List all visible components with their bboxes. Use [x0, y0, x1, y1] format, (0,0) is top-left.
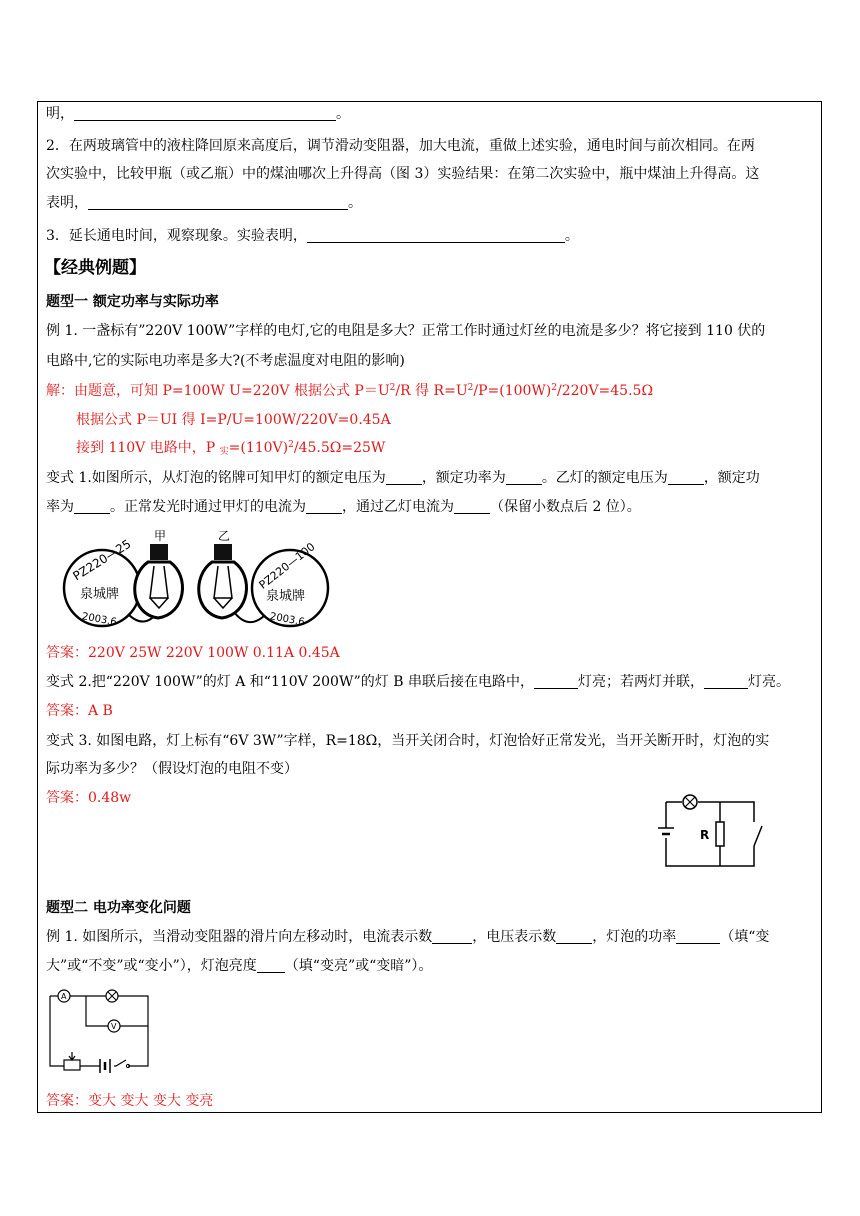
fill-blank[interactable]	[556, 928, 592, 944]
fill-blank[interactable]	[74, 498, 110, 514]
answer-3: 答案：0.48w	[46, 790, 132, 806]
circuit-diagram-2	[44, 986, 156, 1072]
fill-blank[interactable]	[306, 498, 342, 514]
fill-blank[interactable]	[257, 957, 285, 973]
type2-example-line: 大”或“不变”或“变小”），灯泡亮度 （填“变亮”或“变暗”）。	[46, 958, 433, 974]
example-1-line: 例 1. 一盏标有”220V 100W”字样的电灯,它的电阻是多大？正常工作时通过灯丝的电流是多少？将它接到 110 伏的	[46, 323, 766, 339]
example-1-line: 电路中,它的实际电功率是多大?(不考虑温度对电阻的影响)	[46, 353, 405, 369]
solution-line: 解：由题意，可知 P=100W U=220V 根据公式 $P=U^2/R$ 得 $R=U^2/P=(100W)^2/220V=45.5\Omega$	[46, 383, 654, 399]
text-line: 次实验中，比较甲瓶（或乙瓶）中的煤油哪次上升得高（图 3）实验结果：在第二次实验中，瓶中煤油上升得高。这	[46, 166, 760, 182]
bulb-jia-base-icon	[150, 544, 168, 560]
fill-blank[interactable]	[74, 105, 336, 121]
text-line: 明， 。	[46, 106, 350, 122]
bulb-jia-date: 2003.6	[81, 611, 118, 629]
bulb-jia-model: PZ220—25	[70, 536, 134, 584]
solution-line: 接到 110V 电路中，P $_实=(110V)^2/45.5\Omega=25W$	[76, 440, 386, 457]
answer-1: 答案：220V 25W 220V 100W 0.11A 0.45A	[46, 645, 340, 661]
fill-blank[interactable]	[506, 469, 542, 485]
bulb-jia-label: 甲	[154, 529, 167, 543]
bulb-yi-base-icon	[214, 544, 232, 560]
section-heading: 【经典例题】	[44, 258, 146, 278]
fill-blank[interactable]	[386, 469, 422, 485]
variant-3-line: 变式 3. 如图电路，灯上标有“6V 3W”字样，R=18Ω，当开关闭合时，灯泡恰好正常发光，当开关断开时，灯泡的实	[46, 733, 770, 749]
text-line: 3．延长通电时间，观察现象。实验表明， 。	[46, 228, 579, 244]
circuit-diagram-1	[652, 794, 770, 870]
bulb-nameplate-figure	[58, 526, 338, 638]
variant-2-line: 变式 2.把“220V 100W”的灯 A 和“110V 200W”的灯 B 串联后接在电路中， 灯亮；若两灯并联， 灯亮。	[46, 674, 790, 690]
type2-example-line: 例 1. 如图所示，当滑动变阻器的滑片向左移动时，电流表示数 ，电压表示数 ，灯泡的功率 （填“变	[46, 929, 770, 945]
ammeter-label: A	[61, 992, 67, 1001]
bulb-yi-model: PZ220—100	[256, 540, 318, 592]
type2-title: 题型二 电功率变化问题	[46, 900, 191, 916]
text-line: 2．在两玻璃管中的液柱降回原来高度后，调节滑动变阻器，加大电流，重做上述实验，通电时间与前次相同。在两	[46, 138, 755, 154]
fill-blank[interactable]	[454, 498, 490, 514]
variant-1-line: 率为 。正常发光时通过甲灯的电流为 ，通过乙灯电流为 （保留小数点后 2 位）。	[46, 499, 641, 515]
type2-answer: 答案：变大 变大 变大 变亮	[46, 1093, 214, 1109]
fill-blank[interactable]	[668, 469, 704, 485]
bulb-yi-icon	[199, 562, 247, 618]
bulb-yi-brand: 泉城牌	[266, 589, 306, 604]
solution-line: 根据公式 P＝UI 得 I=P/U=100W/220V=0.45A	[76, 412, 391, 428]
fill-blank[interactable]	[704, 673, 748, 689]
bulb-jia-brand: 泉城牌	[80, 587, 120, 602]
fill-blank[interactable]	[88, 194, 348, 210]
bulb-yi-date: 2003.6	[269, 611, 306, 629]
answer-2: 答案：A B	[46, 703, 113, 719]
type1-title: 题型一 额定功率与实际功率	[46, 294, 219, 310]
fill-blank[interactable]	[534, 673, 578, 689]
resistor-label: R	[700, 828, 710, 842]
fill-blank[interactable]	[432, 928, 472, 944]
bulb-yi-label: 乙	[218, 529, 231, 543]
fill-blank[interactable]	[676, 928, 720, 944]
variant-1-line: 变式 1.如图所示，从灯泡的铭牌可知甲灯的额定电压为 ，额定功率为 。乙灯的额定电压为 ，额定功	[46, 470, 760, 486]
voltmeter-label: V	[111, 1022, 117, 1031]
variant-3-line: 际功率为多少？（假设灯泡的电阻不变）	[46, 761, 298, 777]
text-line: 表明， 。	[46, 195, 362, 211]
bulb-jia-icon	[135, 562, 183, 618]
fill-blank[interactable]	[307, 227, 565, 243]
